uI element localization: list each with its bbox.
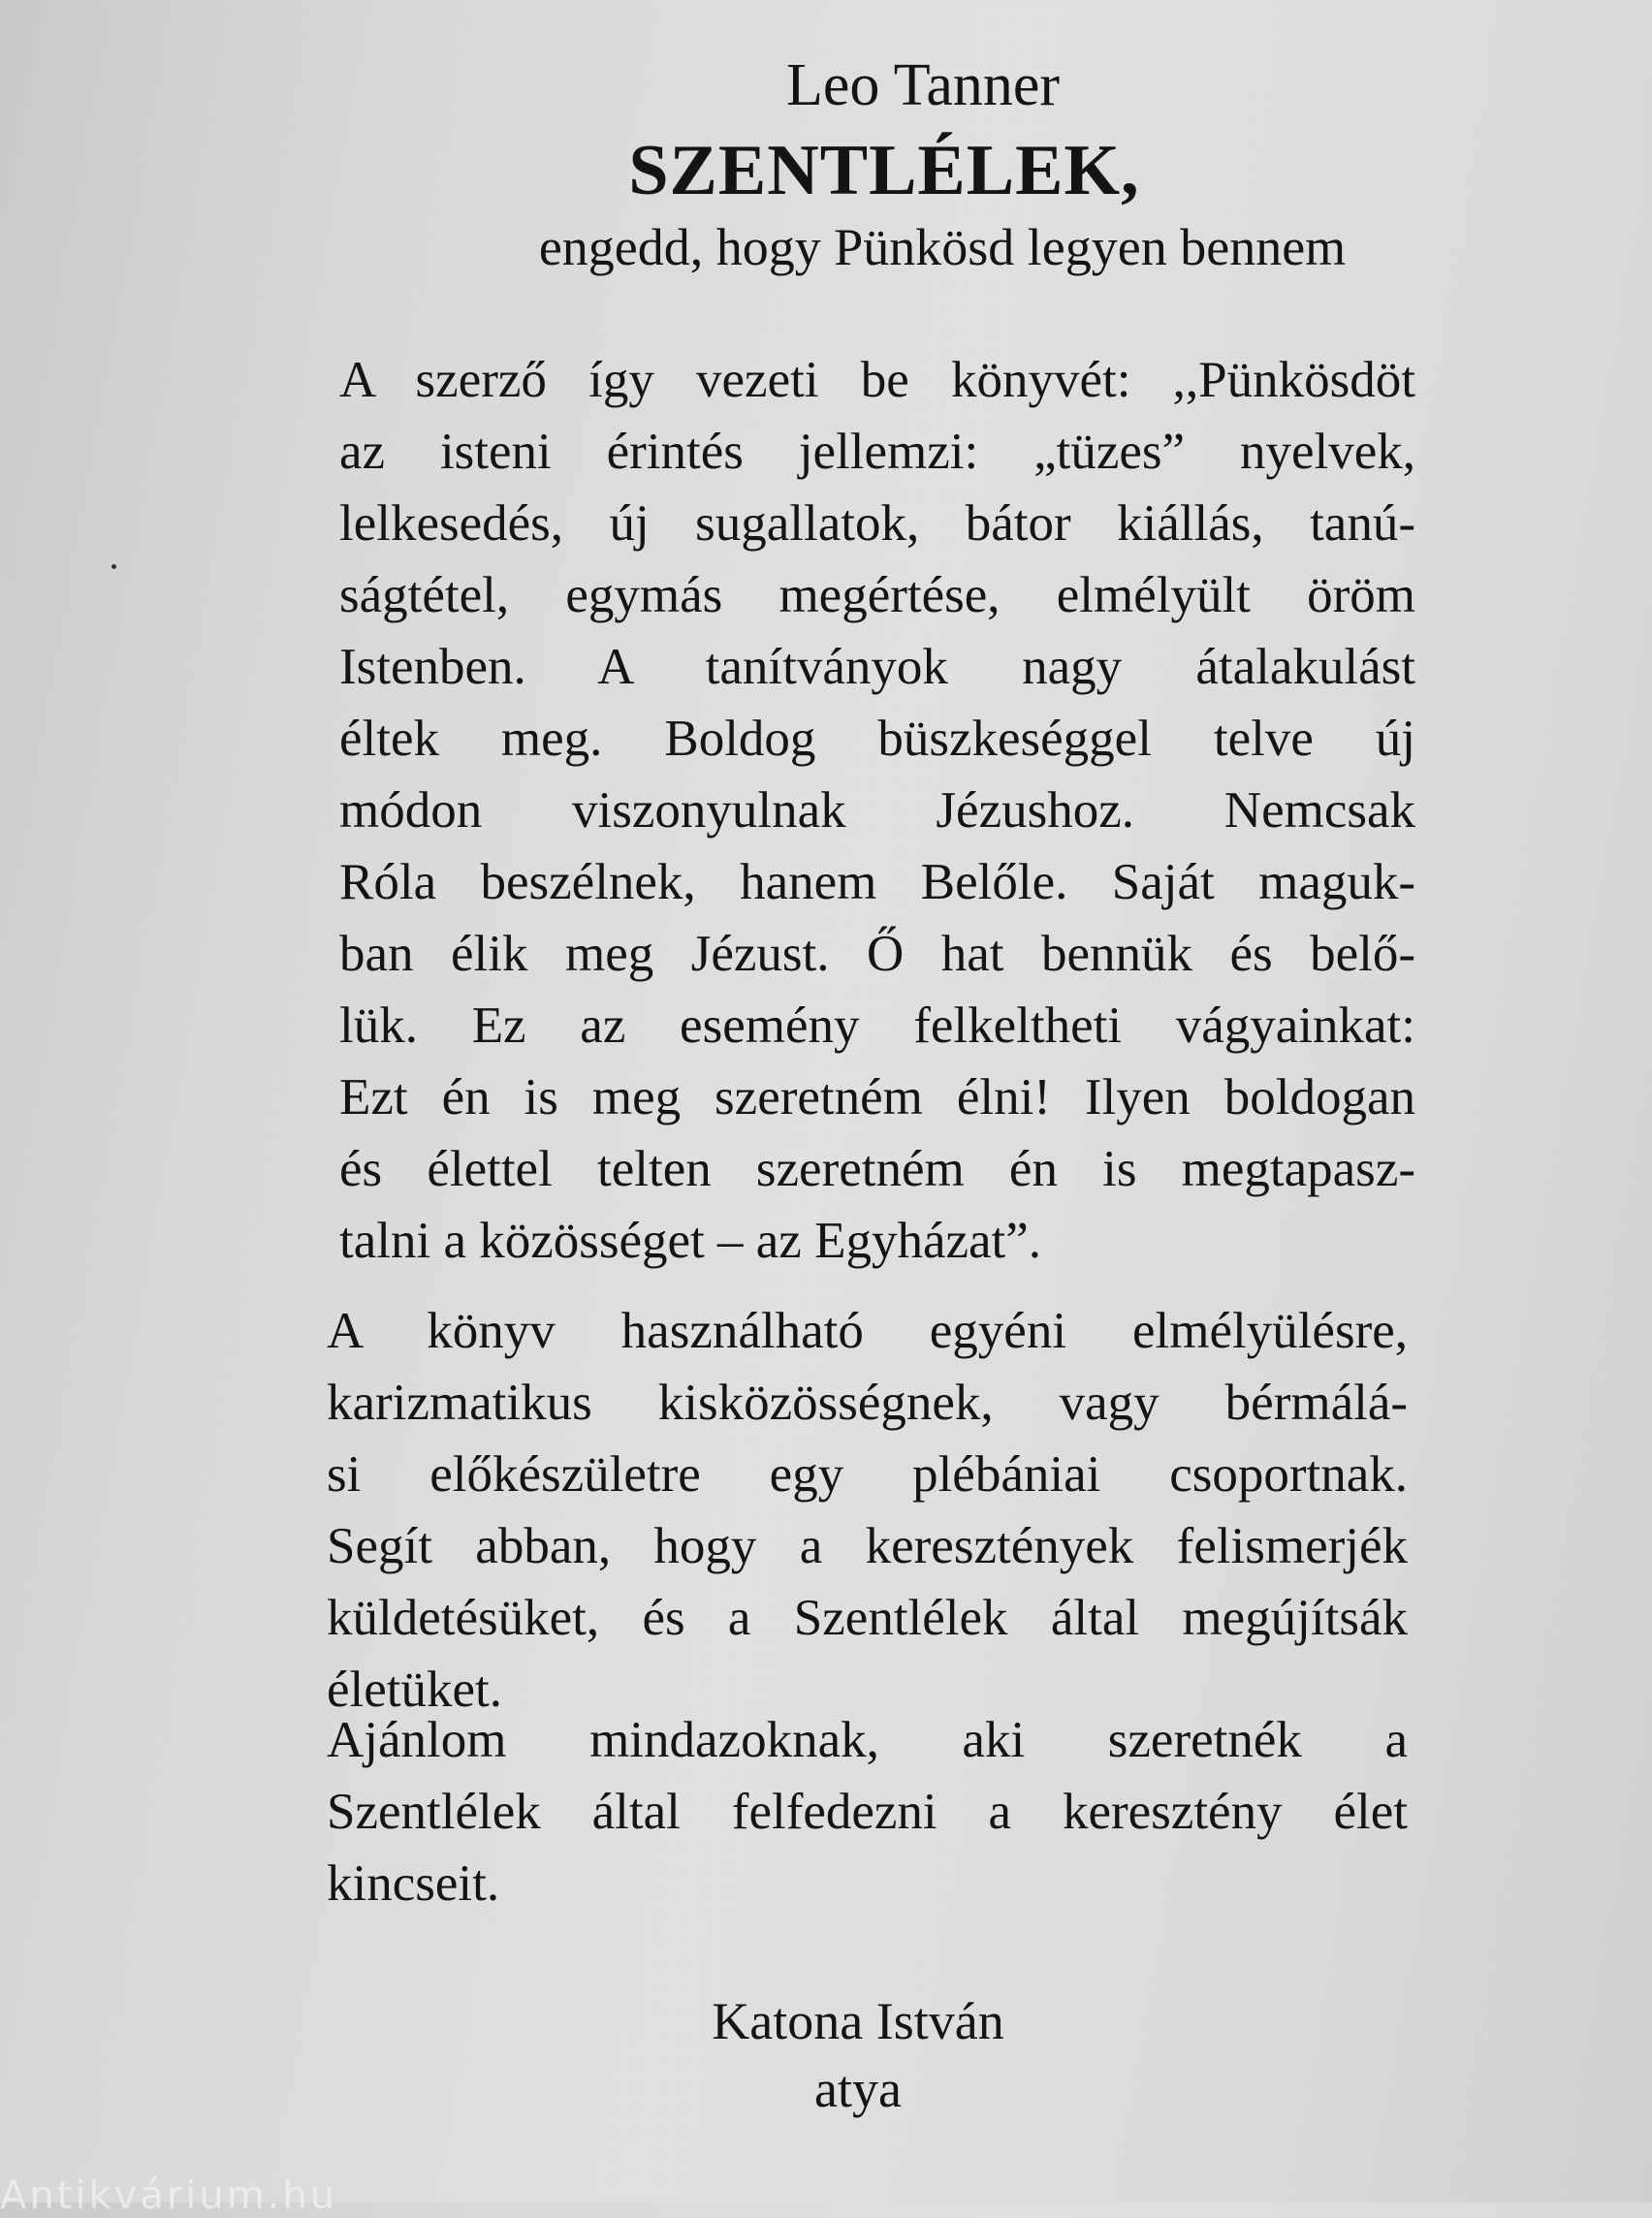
text-line: kincseit.: [327, 1855, 500, 1912]
text-line: életüket.: [327, 1662, 502, 1718]
text-line: karizmatikus kisközösségnek, vagy bérmálá-: [327, 1375, 1408, 1431]
text-line: módon viszonyulnak Jézushoz. Nemcsak: [339, 782, 1415, 839]
watermark: Antikvárium.hu: [0, 2173, 338, 2218]
text-line: ságtétel, egymás megértése, elmélyült öröm: [339, 567, 1415, 623]
book-subtitle: engedd, hogy Pünkösd legyen bennem: [538, 218, 1347, 276]
text-line: és élettel telten szeretném én is megtapasz-: [339, 1141, 1415, 1197]
text-line: A szerző így vezeti be könyvét: ,,Pünkösdöt: [339, 352, 1415, 408]
text-line: lük. Ez az esemény felkeltheti vágyainkat:: [339, 998, 1415, 1054]
text-line: talni a közösséget – az Egyházat”.: [339, 1213, 1042, 1269]
text-line: Istenben. A tanítványok nagy átalakulást: [339, 639, 1415, 695]
intro-paragraph: [339, 344, 1415, 1277]
text-line: si előkészületre egy plébániai csoportnak.: [327, 1446, 1408, 1503]
text-line: az isteni érintés jellemzi: „tüzes” nyelvek,: [339, 424, 1415, 480]
signature-title: atya: [814, 2060, 902, 2118]
text-line: Segít abban, hogy a keresztények felismerjék: [327, 1518, 1408, 1574]
text-line: éltek meg. Boldog büszkeséggel telve új: [339, 711, 1415, 767]
text-line: Ajánlom mindazoknak, aki szeretnék a: [327, 1712, 1408, 1768]
recommendation-paragraph: [327, 1704, 1408, 1919]
text-line: küldetésüket, és a Szentlélek által megújítsák: [327, 1590, 1408, 1646]
text-line: lelkesedés, új sugallatok, bátor kiállás, tanú-: [339, 495, 1415, 552]
author-name: Leo Tanner: [786, 52, 1060, 118]
signature-name: Katona István: [712, 1992, 1004, 2050]
text-line: ban élik meg Jézust. Ő hat bennük és belő-: [339, 926, 1415, 982]
book-title: SZENTLÉLEK,: [628, 131, 1140, 210]
usage-paragraph: [327, 1295, 1408, 1726]
dust-speck: [111, 564, 116, 569]
text-line: Szentlélek által felfedezni a keresztény élet: [327, 1784, 1408, 1840]
text-line: A könyv használható egyéni elmélyülésre,: [327, 1303, 1408, 1359]
text-line: Róla beszélnek, hanem Belőle. Saját maguk-: [339, 854, 1415, 910]
text-line: Ezt én is meg szeretném élni! Ilyen boldogan: [339, 1069, 1415, 1125]
